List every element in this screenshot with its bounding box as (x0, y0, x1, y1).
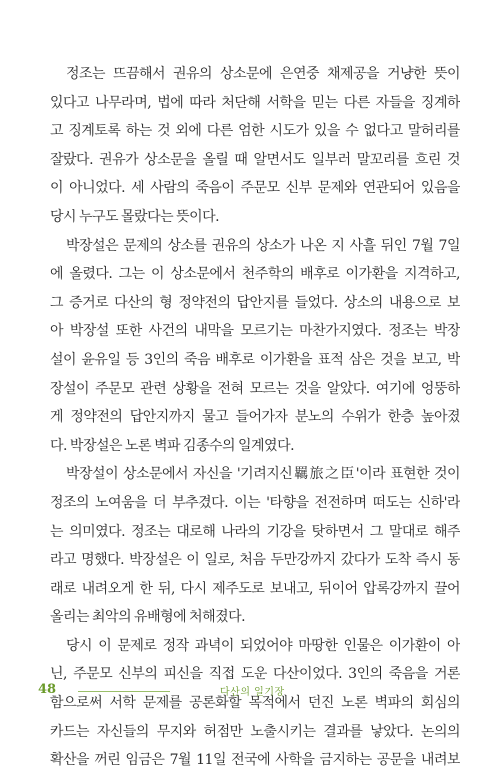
text-line: 정조의 노여움을 더 부추겼다. 이는 '타향을 전전하며 떠도는 신하'라 (50, 494, 460, 511)
text-line: 그 증거로 다산의 형 정약전의 답안지를 들었다. 상소의 내용으로 보 (50, 294, 460, 311)
text-line: 는 의미였다. 정조는 대로해 나라의 기강을 탓하면서 그 말대로 해주 (50, 523, 460, 540)
paragraph-1 (50, 60, 460, 232)
text-line: 있다고 나무라며, 법에 따라 처단해 서학을 믿는 다른 자들을 징계하 (50, 94, 460, 111)
text-line: 박장설이 상소문에서 자신을 '기려지신羈旅之臣'이라 표현한 것이 (66, 466, 460, 483)
text-line: 게 정약전의 답안지까지 물고 들어가자 분노의 수위가 한층 높아졌 (50, 409, 460, 426)
text-line: 올리는 최악의 유배형에 처해졌다. (50, 609, 246, 626)
text-line: 잘랐다. 권유가 상소문을 올릴 때 알면서도 일부러 말꼬리를 흐린 것 (50, 151, 460, 168)
text-line: 박장설은 문제의 상소를 권유의 상소가 나온 지 사흘 뒤인 7월 7일 (66, 237, 460, 254)
text-line: 확산을 꺼린 임금은 7월 11일 전국에 사학을 금지하는 공문을 내려보 (50, 752, 460, 769)
text-line: 다. 박장설은 노론 벽파 김종수의 일계였다. (50, 437, 295, 454)
running-book-title: 다산의 일기장 (220, 687, 285, 698)
text-line: 이 아니었다. 세 사람의 죽음이 주문모 신부 문제와 연관되어 있음을 (50, 180, 460, 197)
text-line: 래로 내려오게 한 뒤, 다시 제주도로 보내고, 뒤이어 압록강까지 끌어 (50, 580, 460, 597)
text-line: 장설이 주문모 관련 상황을 전혀 모르는 것을 알았다. 여기에 엉뚱하 (50, 380, 460, 397)
text-line: 정조는 뜨끔해서 권유의 상소문에 은연중 채제공을 거냥한 뜻이 (66, 66, 460, 82)
text-line: 함으로써 서학 문제를 공론화할 목적에서 던진 노론 벽파의 회심의 (50, 695, 460, 712)
page-footer (30, 682, 470, 706)
paragraph-3 (50, 460, 460, 632)
text-line: 에 올렸다. 그는 이 상소문에서 천주학의 배후로 이가환을 지격하고, (50, 266, 460, 283)
body-text (50, 60, 460, 775)
paragraph-2 (50, 232, 460, 461)
text-line: 카드는 자신들의 무지와 허점만 노출시키는 결과를 낳았다. 논의의 (50, 723, 460, 740)
text-line: 라고 명했다. 박장설은 이 일로, 처음 두만강까지 갔다가 도착 즉시 동 (50, 552, 460, 569)
text-line: 고 징계토록 하는 것 외에 다른 엄한 시도가 있을 수 없다고 말허리를 (50, 123, 460, 140)
text-line: 당시 이 문제로 정작 과녁이 되었어야 마땅한 인물은 이가환이 아 (66, 637, 460, 654)
footer-divider (78, 691, 170, 692)
text-line: 설이 윤유일 등 3인의 죽음 배후로 이가환을 표적 삼은 것을 보고, 박 (50, 351, 460, 368)
page-number: 48 (38, 682, 57, 697)
text-line: 아 박장설 또한 사건의 내막을 모르기는 마찬가지였다. 정조는 박장 (50, 323, 460, 340)
text-line: 닌, 주문모 신부의 피신을 직접 도운 다산이었다. 3인의 죽음을 거론 (50, 666, 460, 683)
text-line: 당시 누구도 몰랐다는 뜻이다. (50, 208, 220, 225)
